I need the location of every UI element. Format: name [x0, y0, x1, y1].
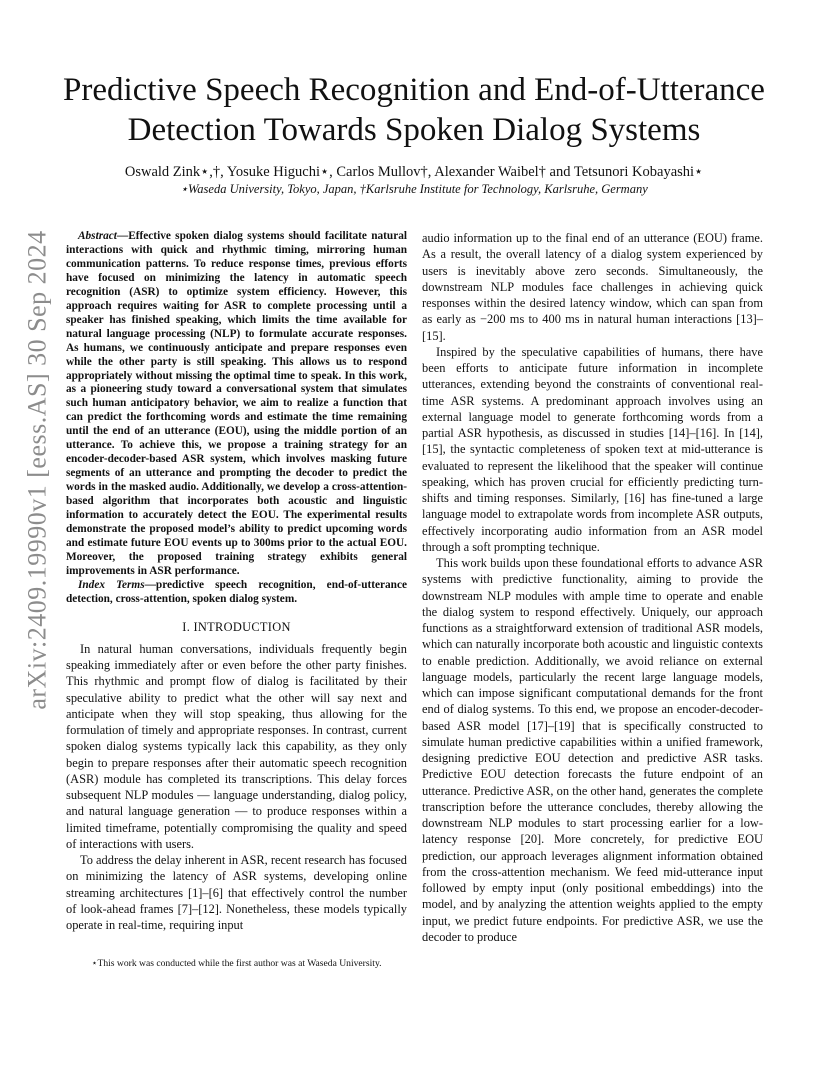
left-column — [66, 230, 407, 933]
body-paragraph: audio information up to the final end of an utterance (EOU) frame. As a result, the overall latency of a dialog system experienced by users is inevitably above zero seconds. Simultaneously, the downstream NLP modules face challenges in achieving quick responses within the desired latency window, which can span from as early as −200 ms to 400 ms in natural human interactions [13]–[15]. — [422, 231, 763, 343]
body-paragraph: This work builds upon these foundational efforts to advance ASR systems with predictive functionality, aiming to provide the downstream NLP modules with ample time to operate and enable the dialog system to respond effectively. Uniquely, our approach functions as a straightforward extension of traditional ASR models, which can naturally incorporate both acoustic and linguistic contexts to enable prediction. Additionally, we avoid reliance on external language models, particularly the recent large language models, which can impose significant computational demands for the front end of dialog systems. To this end, we propose an encoder-decoder-based ASR model [17]–[19] that is specifically constructed to simulate human predictive capabilities within a unified framework, designing predictive EOU detection and predictive ASR tasks. Predictive EOU detection forecasts the future endpoint of an utterance. Predictive ASR, on the other hand, generates the complete transcription before the utterance concludes, thereby allowing the downstream NLP modules to start processing earlier for a low-latency response [20]. More concretely, for predictive EOU prediction, our approach leverages alignment information obtained from the cross-attention mechanism. We feed mid-utterance input followed by empty input (only positional embeddings) into the model, and by analyzing the attention weights applied to the empty input, we predict future endpoints. For predictive ASR, we use the decoder to produce — [422, 556, 763, 944]
author-list: Oswald Zink⋆,†, Yosuke Higuchi⋆, Carlos Mullov†, Alexander Waibel† and Tetsunori Kobayashi⋆ — [124, 164, 704, 180]
index-terms — [66, 579, 407, 607]
index-terms-text: —predictive speech recognition, end-of-utterance detection, cross-attention, spoken dialog system. — [66, 578, 407, 605]
affiliations: ⋆Waseda University, Tokyo, Japan, †Karlsruhe Institute for Technology, Karlsruhe, Germany — [180, 182, 648, 196]
arxiv-identifier-text: arXiv:2409.19990v1 [eess.AS] 30 Sep 2024 — [23, 230, 53, 710]
paper-title: Predictive Speech Recognition and End-of-Utterance Detection Towards Spoken Dialog Systems — [63, 72, 765, 148]
section-heading-introduction: I. INTRODUCTION — [182, 619, 291, 634]
body-paragraph: In natural human conversations, individuals frequently begin speaking immediately after or even before the other party finishes. This rhythmic and prompt flow of dialog is facilitated by their speculative ability to predict what the other will say next and anticipate when they will stop speaking, thus allowing for the formulation of timely and appropriate responses. In contrast, current spoken dialog systems typically lack this capability, as they only begin to prepare responses after their automatic speech recognition (ASR) module has completed its transcriptions. This delay forces subsequent NLP modules — language understanding, dialog policy, and natural language generation — to produce responses within a limited timeframe, potentially compromising the quality and speed of interactions with users. — [66, 641, 407, 851]
body-paragraph: To address the delay inherent in ASR, recent research has focused on minimizing the latency of ASR systems, developing online streaming architectures [1]–[6] that effectively control the number of look-ahead frames [7]–[12]. Nonetheless, these models typically operate in real-time, requiring input — [66, 853, 407, 933]
arxiv-identifier — [18, 230, 58, 710]
footnote: ⋆This work was conducted while the first author was at Waseda University. — [91, 958, 382, 969]
abstract-label: Abstract — [78, 230, 117, 242]
abstract-text: —Effective spoken dialog systems should facilitate natural interactions with quick and rhythmic timing, mirroring human communication patterns. To reduce response times, previous efforts have focused on minimizing the latency in automatic speech recognition (ASR) to optimize system efficiency. However, this approach requires waiting for ASR to complete processing until a speaker has finished speaking, which limits the time available for natural language processing (NLP) to formulate accurate responses. As humans, we continuously anticipate and prepare responses even while the other party is still speaking. This allows us to respond appropriately without missing the optimal time to speak. In this work, as a pioneering study toward a conversational system that simulates such human anticipatory behavior, we aim to realize a function that can predict the forthcoming words and estimate the time remaining until the end of an utterance (EOU), using the middle portion of an utterance. To achieve this, we propose a training strategy for an encoder-decoder-based ASR system, which involves masking future segments of an utterance and prompting the decoder to predict the words in the masked audio. Additionally, we develop a cross-attention-based algorithm that incorporates both acoustic and linguistic information to accurately detect the EOU. The experimental results demonstrate the proposed model’s ability to predict upcoming words and estimate future EOU events up to 300ms prior to the actual EOU. Moreover, the proposed training strategy exhibits general improvements in ASR performance. — [66, 230, 407, 577]
abstract — [66, 230, 407, 579]
index-terms-label: Index Terms — [78, 578, 145, 591]
body-paragraph: Inspired by the speculative capabilities of humans, there have been efforts to anticipate future information in incomplete utterances, extending beyond the constraints of conventional real-time ASR systems. A predominant approach involves using an external language model to generate forthcoming words from a partial ASR hypothesis, as discussed in studies [14]–[16]. In [14], [15], the syntactic completeness of spoken text at mid-utterance is evaluated to represent the likelihood that the speaker will continue speaking, which has proven crucial for efficiently predicting turn-shifts and timing responses. Similarly, [16] has fine-tuned a large language model to extrapolate words from incomplete ASR outputs, effectively incorporating audio information from an ASR model through a soft prompting technique. — [422, 344, 763, 554]
right-column — [422, 230, 763, 945]
